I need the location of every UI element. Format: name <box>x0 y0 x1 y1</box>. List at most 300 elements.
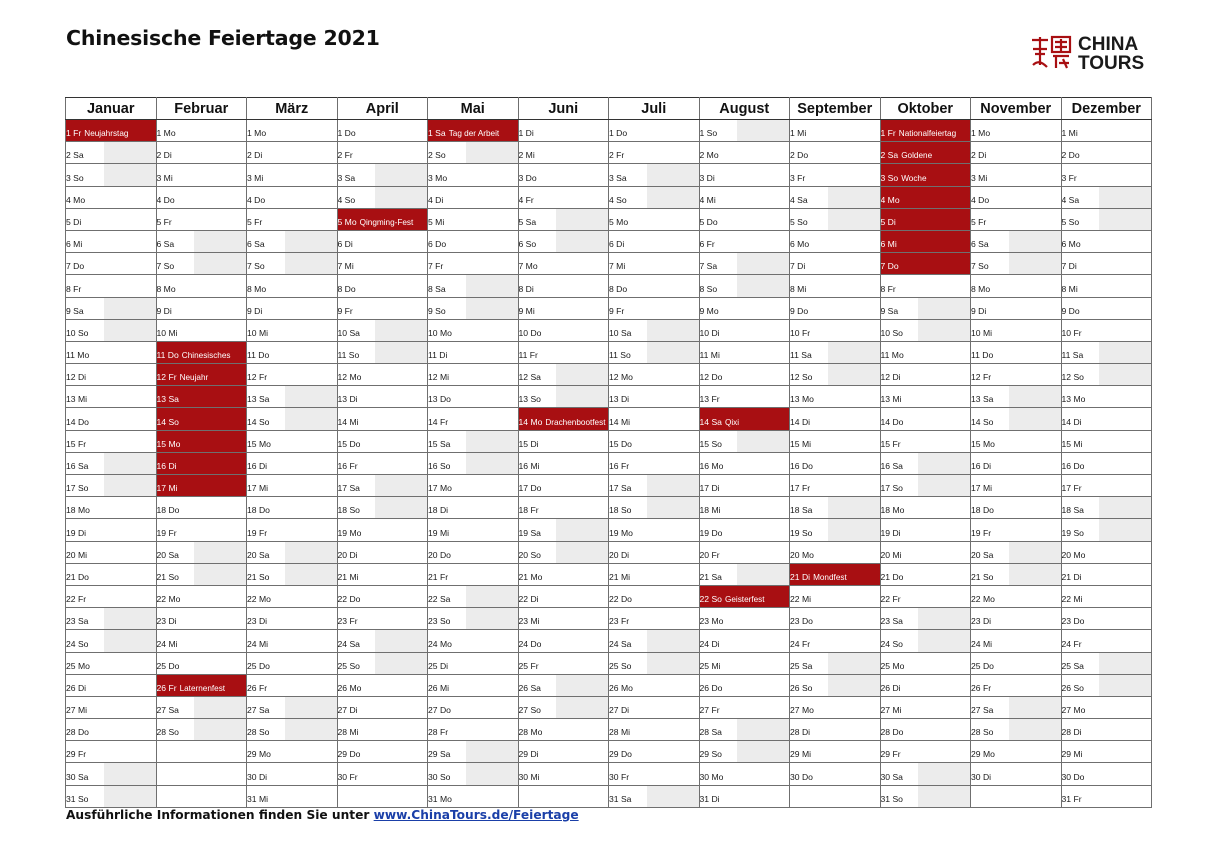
day-cell <box>337 319 428 341</box>
day-label: 15 Mo <box>971 438 995 449</box>
day-cell <box>428 186 519 208</box>
day-label: 4 Sa <box>790 194 808 205</box>
day-label: 18 Sa <box>1061 505 1084 516</box>
day-cell <box>971 408 1062 430</box>
day-label: 14 Mo Drachenbootfest <box>518 416 606 427</box>
day-label: 6 Fr <box>699 239 715 250</box>
weekend-shade <box>466 275 518 296</box>
day-label: 19 Di <box>66 527 87 538</box>
day-cell <box>790 475 881 497</box>
day-label: 9 So <box>428 305 446 316</box>
day-row <box>66 719 1152 741</box>
day-cell <box>337 452 428 474</box>
day-label: 2 Sa <box>66 150 84 161</box>
day-cell <box>518 186 609 208</box>
day-label: 8 Fr <box>66 283 82 294</box>
day-cell <box>609 341 700 363</box>
day-label: 22 Di <box>518 594 539 605</box>
weekend-shade <box>1099 364 1151 385</box>
day-label: 29 So <box>699 749 722 760</box>
month-header: Februar <box>156 98 247 120</box>
day-label: 15 Mi <box>790 438 812 449</box>
day-label: 29 Mi <box>1061 749 1083 760</box>
day-row <box>66 208 1152 230</box>
day-label: 3 Di <box>699 172 715 183</box>
day-cell <box>1061 253 1152 275</box>
day-cell <box>337 563 428 585</box>
day-cell <box>247 674 338 696</box>
day-cell <box>518 563 609 585</box>
day-label: 7 Mi <box>337 261 354 272</box>
day-cell <box>518 497 609 519</box>
day-label: 11 Do <box>971 350 994 361</box>
weekend-shade <box>375 497 427 518</box>
day-label: 16 Sa <box>66 461 89 471</box>
day-label: 7 Sa <box>699 261 718 272</box>
day-cell <box>790 341 881 363</box>
day-label: 24 Di <box>699 638 720 649</box>
day-label: 3 Do <box>518 172 537 183</box>
day-label: 24 Fr <box>1061 638 1082 649</box>
weekend-shade <box>285 386 337 407</box>
day-cell <box>790 386 881 408</box>
day-label: 14 Mi <box>337 416 359 427</box>
weekend-shade <box>737 719 789 740</box>
day-row <box>66 541 1152 563</box>
day-cell <box>518 230 609 252</box>
day-cell <box>337 541 428 563</box>
weekend-shade <box>1099 187 1151 208</box>
day-label: 13 Do <box>428 394 451 405</box>
empty-cell <box>156 763 247 785</box>
day-cell <box>518 364 609 386</box>
day-label: 24 Do <box>518 638 542 649</box>
day-cell <box>1061 120 1152 142</box>
day-row <box>66 319 1152 341</box>
month-header: Januar <box>66 98 157 120</box>
day-cell <box>699 541 790 563</box>
weekend-shade <box>466 453 518 474</box>
weekend-shade <box>375 475 427 496</box>
day-cell <box>247 475 338 497</box>
day-cell <box>1061 741 1152 763</box>
day-cell <box>337 696 428 718</box>
day-label: 27 Mi <box>66 705 88 716</box>
month-header: Juni <box>518 98 609 120</box>
holiday-cell <box>66 120 157 142</box>
day-label: 31 Di <box>699 793 720 804</box>
day-label: 4 So <box>609 194 627 205</box>
day-label: 22 Mi <box>790 594 812 605</box>
day-cell <box>699 386 790 408</box>
day-cell <box>971 674 1062 696</box>
day-cell <box>971 652 1062 674</box>
day-label: 20 Fr <box>699 549 720 560</box>
day-label: 6 So <box>518 239 537 250</box>
day-label: 23 Di <box>971 616 992 627</box>
day-cell <box>971 763 1062 785</box>
day-cell <box>337 608 428 630</box>
day-cell <box>247 364 338 386</box>
day-label: 2 Fr <box>609 150 625 161</box>
day-row <box>66 652 1152 674</box>
day-cell <box>609 430 700 452</box>
day-cell <box>337 142 428 164</box>
day-label: 15 Mo <box>156 438 181 449</box>
holiday-name: Chinesisches <box>181 351 231 361</box>
day-label: 18 Mi <box>699 505 721 516</box>
day-cell <box>428 763 519 785</box>
day-label: 12 So <box>790 372 813 383</box>
day-cell <box>790 408 881 430</box>
weekend-shade <box>918 320 970 341</box>
day-cell <box>1061 430 1152 452</box>
day-label: 18 Do <box>971 505 994 516</box>
day-label: 31 Mo <box>428 793 452 804</box>
day-label: 28 So <box>971 727 994 738</box>
day-label: 23 Di <box>247 616 268 627</box>
weekend-shade <box>1099 342 1151 363</box>
day-label: 10 So <box>880 327 903 338</box>
day-cell <box>1061 785 1152 807</box>
day-cell <box>518 541 609 563</box>
day-label: 20 So <box>518 549 541 560</box>
day-label: 8 So <box>699 283 718 294</box>
day-label: 30 Sa <box>880 771 903 782</box>
day-label: 6 Mi <box>880 239 897 250</box>
day-cell <box>156 275 247 297</box>
empty-cell <box>156 741 247 763</box>
day-cell <box>247 630 338 652</box>
day-cell <box>609 541 700 563</box>
day-cell <box>699 208 790 230</box>
day-label: 23 Fr <box>337 616 358 627</box>
day-cell <box>66 719 157 741</box>
day-cell <box>518 452 609 474</box>
holiday-cell <box>156 386 247 408</box>
weekend-shade <box>647 786 699 807</box>
day-row <box>66 497 1152 519</box>
weekend-shade <box>556 364 608 385</box>
day-row <box>66 630 1152 652</box>
day-cell <box>428 719 519 741</box>
day-cell <box>337 763 428 785</box>
day-label: 11 Do <box>247 350 270 361</box>
footer-note <box>66 808 579 822</box>
holiday-name: Tag der Arbeit <box>448 129 500 139</box>
day-row <box>66 120 1152 142</box>
day-cell <box>880 519 971 541</box>
logo-word-tours: TOURS <box>1078 53 1145 74</box>
day-cell <box>790 541 881 563</box>
day-label: 5 Mi <box>428 216 445 227</box>
day-cell <box>880 719 971 741</box>
day-cell <box>428 652 519 674</box>
weekend-shade <box>285 231 337 252</box>
weekend-shade <box>466 142 518 163</box>
day-label: 20 Mo <box>1061 549 1086 560</box>
day-label: 9 Di <box>156 305 172 316</box>
day-label: 9 Sa <box>66 305 84 316</box>
day-cell <box>790 763 881 785</box>
day-cell <box>518 741 609 763</box>
holiday-cell <box>880 186 971 208</box>
day-label: 12 Fr <box>971 372 992 383</box>
weekend-shade <box>647 187 699 208</box>
day-cell <box>337 719 428 741</box>
day-label: 17 Fr <box>1061 483 1082 494</box>
weekend-shade <box>466 741 518 762</box>
chinese-seal-icon <box>1029 35 1073 71</box>
day-label: 20 Sa <box>156 549 179 560</box>
day-cell <box>609 497 700 519</box>
day-label: 14 Mi <box>609 416 631 427</box>
day-cell <box>1061 386 1152 408</box>
day-cell <box>156 541 247 563</box>
day-label: 7 So <box>247 261 265 272</box>
day-label: 23 Fr <box>609 616 630 627</box>
day-label: 15 Do <box>609 438 632 449</box>
feiertage-link[interactable]: www.ChinaTours.de/Feiertage <box>373 808 579 822</box>
weekend-shade <box>918 453 970 474</box>
china-tours-logo <box>1029 34 1145 75</box>
day-cell <box>790 275 881 297</box>
day-cell <box>1061 674 1152 696</box>
day-label: 17 Mo <box>428 483 452 494</box>
day-cell <box>790 230 881 252</box>
day-cell <box>1061 319 1152 341</box>
day-label: 29 Mi <box>790 749 812 760</box>
day-cell <box>1061 585 1152 607</box>
day-label: 4 Do <box>247 194 266 205</box>
day-cell <box>247 142 338 164</box>
day-label: 31 Mi <box>247 793 269 804</box>
day-label: 23 Do <box>790 616 813 627</box>
month-header: Dezember <box>1061 98 1152 120</box>
day-cell <box>337 275 428 297</box>
day-cell <box>518 319 609 341</box>
day-label: 5 Mo Qingming-Fest <box>337 216 414 227</box>
weekend-shade <box>1099 209 1151 230</box>
day-cell <box>699 652 790 674</box>
holiday-cell <box>699 408 790 430</box>
day-label: 26 Fr <box>971 682 992 693</box>
day-cell <box>699 563 790 585</box>
day-label: 18 So <box>609 505 632 516</box>
day-row <box>66 608 1152 630</box>
day-label: 20 Do <box>428 549 451 560</box>
day-cell <box>699 430 790 452</box>
day-label: 20 Di <box>609 549 630 560</box>
day-cell <box>247 563 338 585</box>
day-label: 26 Sa <box>518 682 541 693</box>
day-row <box>66 563 1152 585</box>
day-label: 27 Mo <box>790 705 814 716</box>
holiday-cell <box>880 164 971 186</box>
day-label: 23 So <box>428 616 451 627</box>
day-cell <box>66 696 157 718</box>
weekend-shade <box>466 586 518 607</box>
day-label: 27 Mo <box>1061 705 1086 716</box>
day-label: 15 Sa <box>428 438 451 449</box>
day-cell <box>790 208 881 230</box>
weekend-shade <box>104 786 156 807</box>
day-label: 24 So <box>66 638 89 649</box>
day-label: 13 Sa <box>156 394 179 405</box>
day-label: 2 Di <box>971 150 987 161</box>
day-label: 9 Mi <box>518 305 535 316</box>
day-label: 3 Mi <box>156 172 173 183</box>
day-label: 17 Di <box>699 483 720 494</box>
day-cell <box>609 319 700 341</box>
day-label: 12 Fr <box>247 372 268 383</box>
day-label: 25 So <box>609 660 632 671</box>
weekend-shade <box>104 608 156 629</box>
day-cell <box>880 763 971 785</box>
weekend-shade <box>194 564 246 585</box>
day-cell <box>66 497 157 519</box>
day-label: 20 Mi <box>66 549 88 560</box>
day-label: 16 Do <box>790 461 813 471</box>
day-cell <box>66 475 157 497</box>
day-cell <box>518 608 609 630</box>
day-cell <box>66 430 157 452</box>
day-cell <box>880 563 971 585</box>
day-cell <box>428 563 519 585</box>
holiday-cell <box>337 208 428 230</box>
day-cell <box>699 696 790 718</box>
day-label: 28 Mi <box>337 727 359 738</box>
day-label: 17 So <box>880 483 903 494</box>
day-label: 28 Mi <box>609 727 631 738</box>
day-cell <box>790 319 881 341</box>
day-label: 5 Fr <box>156 216 172 227</box>
day-label: 15 Do <box>337 438 361 449</box>
day-cell <box>699 741 790 763</box>
day-cell <box>880 785 971 807</box>
day-cell <box>247 608 338 630</box>
weekend-shade <box>1099 519 1151 540</box>
day-cell <box>1061 230 1152 252</box>
day-cell <box>699 763 790 785</box>
day-label: 16 Fr <box>609 461 630 471</box>
day-label: 10 Do <box>518 327 542 338</box>
day-label: 2 Do <box>790 150 809 161</box>
day-label: 2 Mi <box>518 150 535 161</box>
day-cell <box>790 608 881 630</box>
day-cell <box>337 364 428 386</box>
day-cell <box>790 364 881 386</box>
day-cell <box>1061 719 1152 741</box>
day-cell <box>66 386 157 408</box>
weekend-shade <box>828 675 880 696</box>
day-label: 22 So Geisterfest <box>699 594 765 605</box>
day-cell <box>247 497 338 519</box>
day-cell <box>880 341 971 363</box>
day-label: 1 Mi <box>1061 128 1078 139</box>
day-label: 3 Mo <box>428 172 448 183</box>
day-label: 23 Sa <box>66 616 89 627</box>
day-cell <box>699 142 790 164</box>
weekend-shade <box>104 475 156 496</box>
day-cell <box>156 585 247 607</box>
day-cell <box>337 297 428 319</box>
day-cell <box>247 585 338 607</box>
day-cell <box>66 408 157 430</box>
day-cell <box>66 253 157 275</box>
weekend-shade <box>647 342 699 363</box>
day-label: 7 Do <box>880 261 899 272</box>
day-label: 14 Di <box>790 416 811 427</box>
day-label: 17 So <box>66 483 89 494</box>
day-label: 25 Sa <box>1061 660 1084 671</box>
weekend-shade <box>466 298 518 319</box>
day-label: 15 Mi <box>1061 438 1083 449</box>
weekend-shade <box>466 431 518 452</box>
day-label: 24 Mi <box>247 638 269 649</box>
day-label: 1 Fr Nationalfeiertag <box>880 128 957 139</box>
day-cell <box>66 208 157 230</box>
weekend-shade <box>918 630 970 651</box>
weekend-shade <box>647 320 699 341</box>
day-cell <box>609 186 700 208</box>
day-label: 19 Fr <box>247 527 268 538</box>
day-cell <box>880 674 971 696</box>
footer-text: Ausführliche Informationen finden Sie unter <box>66 808 374 822</box>
day-label: 4 Sa <box>1061 194 1080 205</box>
day-label: 27 Sa <box>156 705 179 716</box>
day-cell <box>518 164 609 186</box>
weekend-shade <box>828 342 880 363</box>
weekend-shade <box>285 408 337 429</box>
day-label: 24 Fr <box>790 638 811 649</box>
day-label: 1 Do <box>609 128 628 139</box>
weekend-shade <box>194 697 246 718</box>
day-label: 3 So <box>66 172 84 183</box>
day-label: 16 Fr <box>337 461 358 471</box>
day-cell <box>971 341 1062 363</box>
day-cell <box>880 430 971 452</box>
day-label: 24 Sa <box>609 638 632 649</box>
day-cell <box>971 608 1062 630</box>
day-label: 13 Mo <box>790 394 814 405</box>
day-cell <box>428 364 519 386</box>
day-cell <box>699 341 790 363</box>
day-label: 8 Mo <box>247 283 267 294</box>
day-label: 10 Fr <box>790 327 811 338</box>
day-label: 19 Fr <box>156 527 177 538</box>
day-label: 27 Di <box>609 705 630 716</box>
day-label: 10 Sa <box>609 327 632 338</box>
day-cell <box>609 297 700 319</box>
weekend-shade <box>104 164 156 185</box>
day-cell <box>518 652 609 674</box>
day-label: 22 Mo <box>156 594 181 605</box>
day-label: 18 Do <box>156 505 180 516</box>
day-cell <box>609 142 700 164</box>
day-cell <box>1061 696 1152 718</box>
day-cell <box>66 452 157 474</box>
day-cell <box>66 563 157 585</box>
day-label: 15 Di <box>518 438 539 449</box>
day-label: 26 Fr Laternenfest <box>156 682 226 693</box>
day-cell <box>609 386 700 408</box>
day-cell <box>337 475 428 497</box>
day-cell <box>699 275 790 297</box>
weekend-shade <box>104 320 156 341</box>
empty-cell <box>518 785 609 807</box>
day-cell <box>1061 497 1152 519</box>
